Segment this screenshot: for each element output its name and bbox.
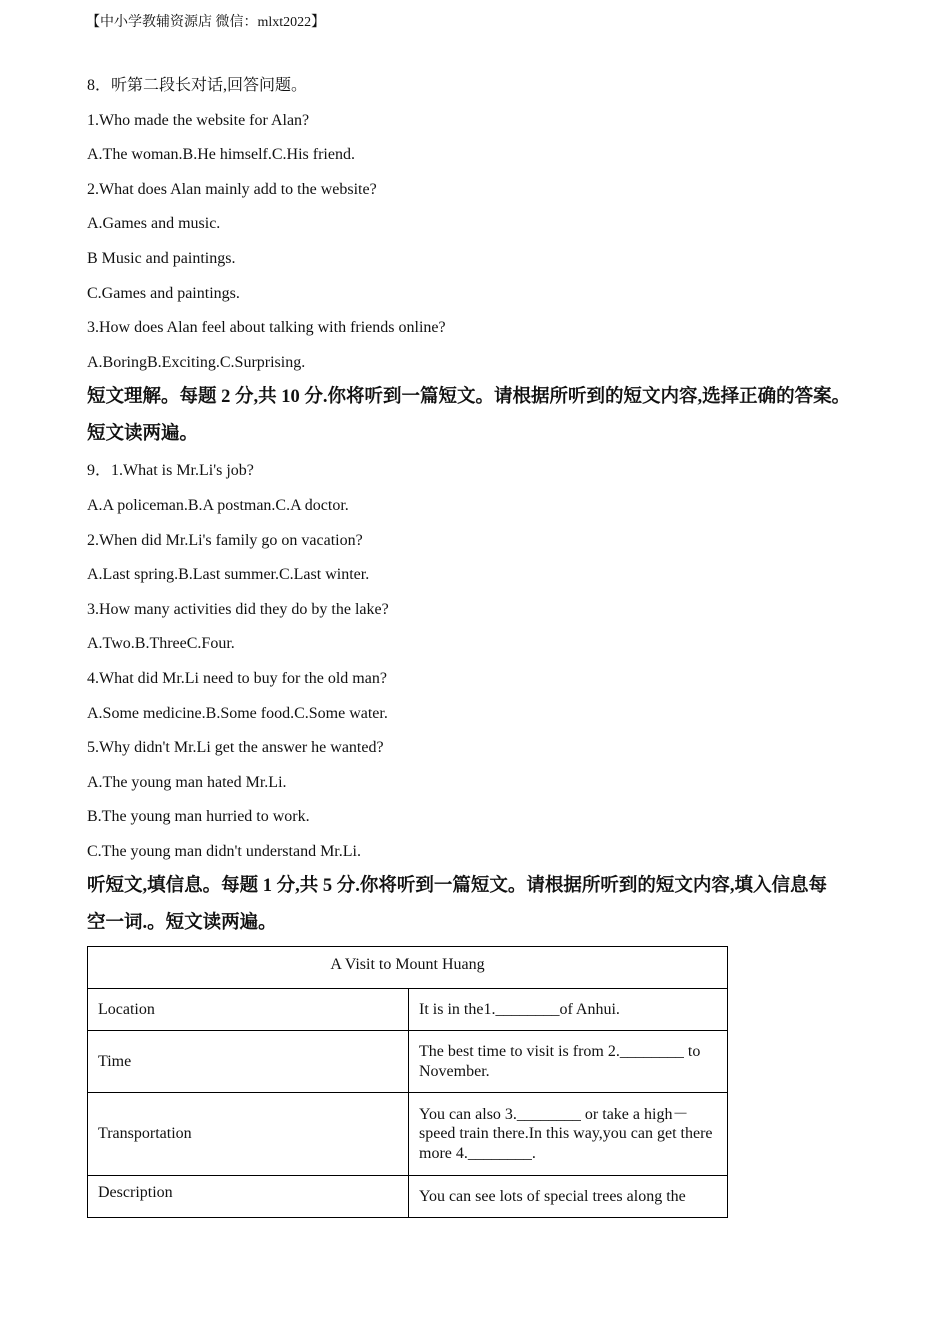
question-line: A.Some medicine.B.Some food.C.Some water. (87, 704, 388, 722)
row-value: It is in the1.________of Anhui. (409, 989, 728, 1031)
section-instruction: 短文读两遍。 (87, 424, 199, 445)
table-row (88, 989, 728, 1031)
question-line: 3.How does Alan feel about talking with friends online? (87, 319, 446, 337)
row-value: You can also 3.________ or take a high－speed train there.In this way,you can get there more 4.________. (409, 1093, 728, 1176)
question-line: 3.How many activities did they do by the lake? (87, 600, 389, 618)
row-value: You can see lots of special trees along the (409, 1176, 728, 1218)
question-line: 5.Why didn't Mr.Li get the answer he wanted? (87, 739, 384, 757)
question-line: 2.When did Mr.Li's family go on vacation? (87, 531, 363, 549)
section-instruction: 听短文,填信息。每题 1 分,共 5 分.你将听到一篇短文。请根据所听到的短文内容,填入信息每 (87, 876, 828, 897)
question-line: B.The young man hurried to work. (87, 808, 310, 826)
header-note: 【中小学教辅资源店 微信：mlxt2022】 (86, 15, 326, 30)
row-label: Location (88, 989, 409, 1031)
question-line: A.A policeman.B.A postman.C.A doctor. (87, 496, 349, 514)
question-line: A.The young man hated Mr.Li. (87, 773, 287, 791)
question-line: 2.What does Alan mainly add to the website? (87, 180, 377, 198)
table-row (88, 1031, 728, 1093)
question-line: A.The woman.B.He himself.C.His friend. (87, 146, 355, 164)
question-line: 8．听第二段长对话,回答问题。 (87, 77, 308, 94)
exam-content (87, 74, 887, 948)
table-row (88, 1093, 728, 1176)
question-line: 4.What did Mr.Li need to buy for the old man? (87, 669, 387, 687)
row-label: Time (88, 1031, 409, 1093)
row-value: The best time to visit is from 2.________ to November. (409, 1031, 728, 1093)
row-label: Description (88, 1176, 409, 1218)
question-line: A.Games and music. (87, 215, 221, 233)
question-line: C.Games and paintings. (87, 284, 240, 302)
section-instruction: 空一词.。短文读两遍。 (87, 913, 277, 934)
question-line: 1.Who made the website for Alan? (87, 111, 310, 129)
section-instruction: 短文理解。每题 2 分,共 10 分.你将听到一篇短文。请根据所听到的短文内容,选择正确的答案。 (87, 387, 851, 408)
table-title: A Visit to Mount Huang (88, 947, 728, 989)
table-row (88, 1176, 728, 1218)
info-table (87, 946, 728, 1218)
question-line: C.The young man didn't understand Mr.Li. (87, 842, 361, 860)
question-line: B Music and paintings. (87, 249, 236, 267)
question-line: 9．1.What is Mr.Li's job? (87, 462, 254, 480)
row-label: Transportation (88, 1093, 409, 1176)
question-line: A.BoringB.Exciting.C.Surprising. (87, 353, 306, 371)
question-line: A.Two.B.ThreeC.Four. (87, 635, 235, 653)
question-line: A.Last spring.B.Last summer.C.Last winter. (87, 566, 370, 584)
